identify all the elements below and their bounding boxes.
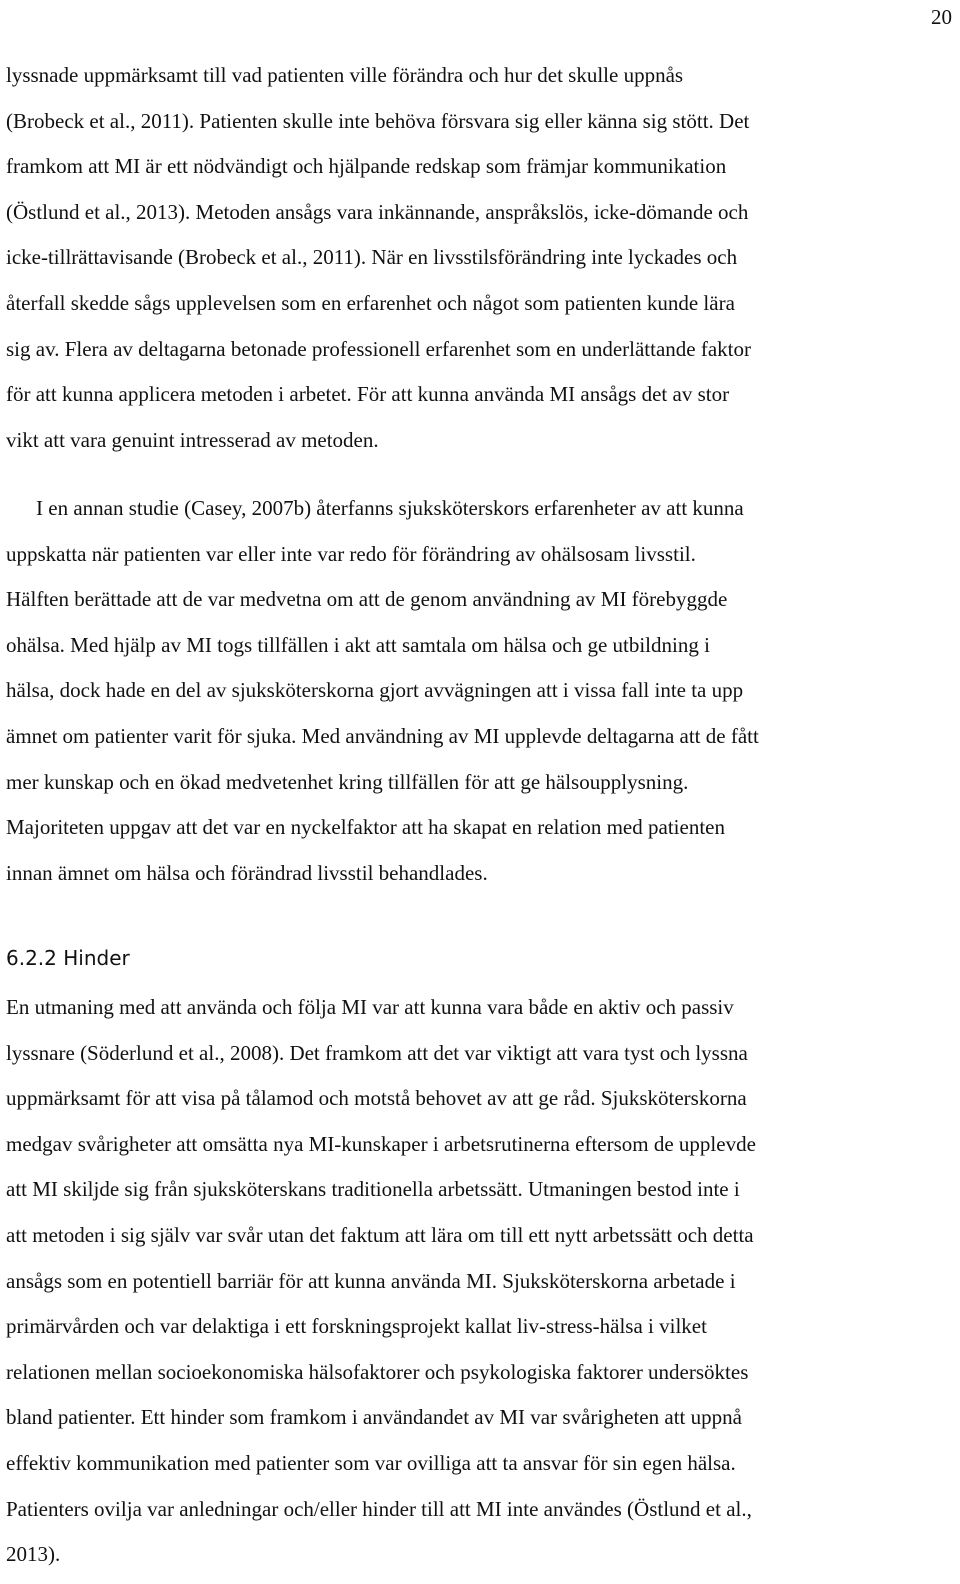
section-heading: 6.2.2 Hinder — [6, 946, 130, 970]
text-line: för att kunna applicera metoden i arbetet. För att kunna använda MI ansågs det av stor — [6, 382, 730, 407]
text-line: I en annan studie (Casey, 2007b) återfanns sjuksköterskors erfarenheter av att kunna — [36, 496, 744, 520]
text-line: En utmaning med att använda och följa MI var att kunna vara både en aktiv och passiv — [6, 995, 734, 1019]
text-line: medgav svårigheter att omsätta nya MI-kunskaper i arbetsrutinerna eftersom de upplevde — [6, 1131, 756, 1156]
text-line: icke-tillrättavisande (Brobeck et al., 2011). När en livsstilsförändring inte lyckades och — [6, 245, 738, 270]
text-line: Patienters ovilja var anledningar och/eller hinder till att MI inte användes (Östlund et al., — [6, 1496, 752, 1521]
text-line: hälsa, dock hade en del av sjuksköterskorna gjort avvägningen att i vissa fall inte ta upp — [6, 678, 744, 703]
text-line: Majoriteten uppgav att det var en nyckelfaktor att ha skapat en relation med patienten — [6, 815, 725, 840]
text-line: att MI skiljde sig från sjuksköterskans traditionella arbetssätt. Utmaningen bestod inte i — [6, 1177, 740, 1202]
text-line: uppmärksamt för att visa på tålamod och motstå behovet av att ge råd. Sjuksköterskorna — [6, 1086, 747, 1111]
text-line: återfall skedde sågs upplevelsen som en erfarenhet och något som patienten kunde lära — [6, 290, 735, 315]
text-line: mer kunskap och en ökad medvetenhet kring tillfällen för att ge hälsoupplysning. — [6, 769, 689, 794]
text-line: bland patienter. Ett hinder som framkom i användandet av MI var svårigheten att uppnå — [6, 1405, 742, 1430]
text-line: ansågs som en potentiell barriär för att kunna använda MI. Sjuksköterskorna arbetade i — [6, 1268, 736, 1293]
text-line: (Brobeck et al., 2011). Patienten skulle inte behöva försvara sig eller känna sig stött. Det — [6, 108, 750, 133]
page-number: 20 — [931, 5, 952, 29]
text-line: framkom att MI är ett nödvändigt och hjälpande redskap som främjar kommunikation — [6, 154, 727, 179]
paragraph-1 — [6, 53, 751, 463]
text-line: ämnet om patienter varit för sjuka. Med användning av MI upplevde deltagarna att de fått — [6, 723, 759, 748]
paragraph-3 — [6, 985, 756, 1578]
text-line: vikt att vara genuint intresserad av metoden. — [6, 427, 379, 452]
text-line: att metoden i sig själv var svår utan det faktum att lära om till ett nytt arbetssätt och detta — [6, 1222, 754, 1247]
text-line: ohälsa. Med hjälp av MI togs tillfällen i akt att samtala om hälsa och ge utbildning i — [6, 632, 710, 657]
text-line: innan ämnet om hälsa och förändrad livsstil behandlades. — [6, 860, 488, 885]
text-line: 2013). — [6, 1542, 61, 1567]
text-line: relationen mellan socioekonomiska hälsofaktorer och psykologiska faktorer undersöktes — [6, 1359, 749, 1384]
text-line: effektiv kommunikation med patienter som var ovilliga att ta ansvar för sin egen hälsa. — [6, 1450, 736, 1475]
paragraph-2 — [6, 486, 759, 896]
text-line: uppskatta när patienten var eller inte var redo för förändring av ohälsosam livsstil. — [6, 541, 696, 566]
text-line: (Östlund et al., 2013). Metoden ansågs vara inkännande, anspråkslös, icke-dömande och — [6, 199, 749, 224]
text-line: sig av. Flera av deltagarna betonade professionell erfarenhet som en underlättande faktor — [6, 336, 751, 361]
text-line: lyssnade uppmärksamt till vad patienten ville förändra och hur det skulle uppnås — [6, 63, 684, 87]
text-line: lyssnare (Söderlund et al., 2008). Det framkom att det var viktigt att vara tyst och lyssna — [6, 1040, 748, 1065]
text-line: Hälften berättade att de var medvetna om att de genom användning av MI förebyggde — [6, 587, 728, 612]
text-line: primärvården och var delaktiga i ett forskningsprojekt kallat liv-stress-hälsa i vilket — [6, 1314, 707, 1339]
